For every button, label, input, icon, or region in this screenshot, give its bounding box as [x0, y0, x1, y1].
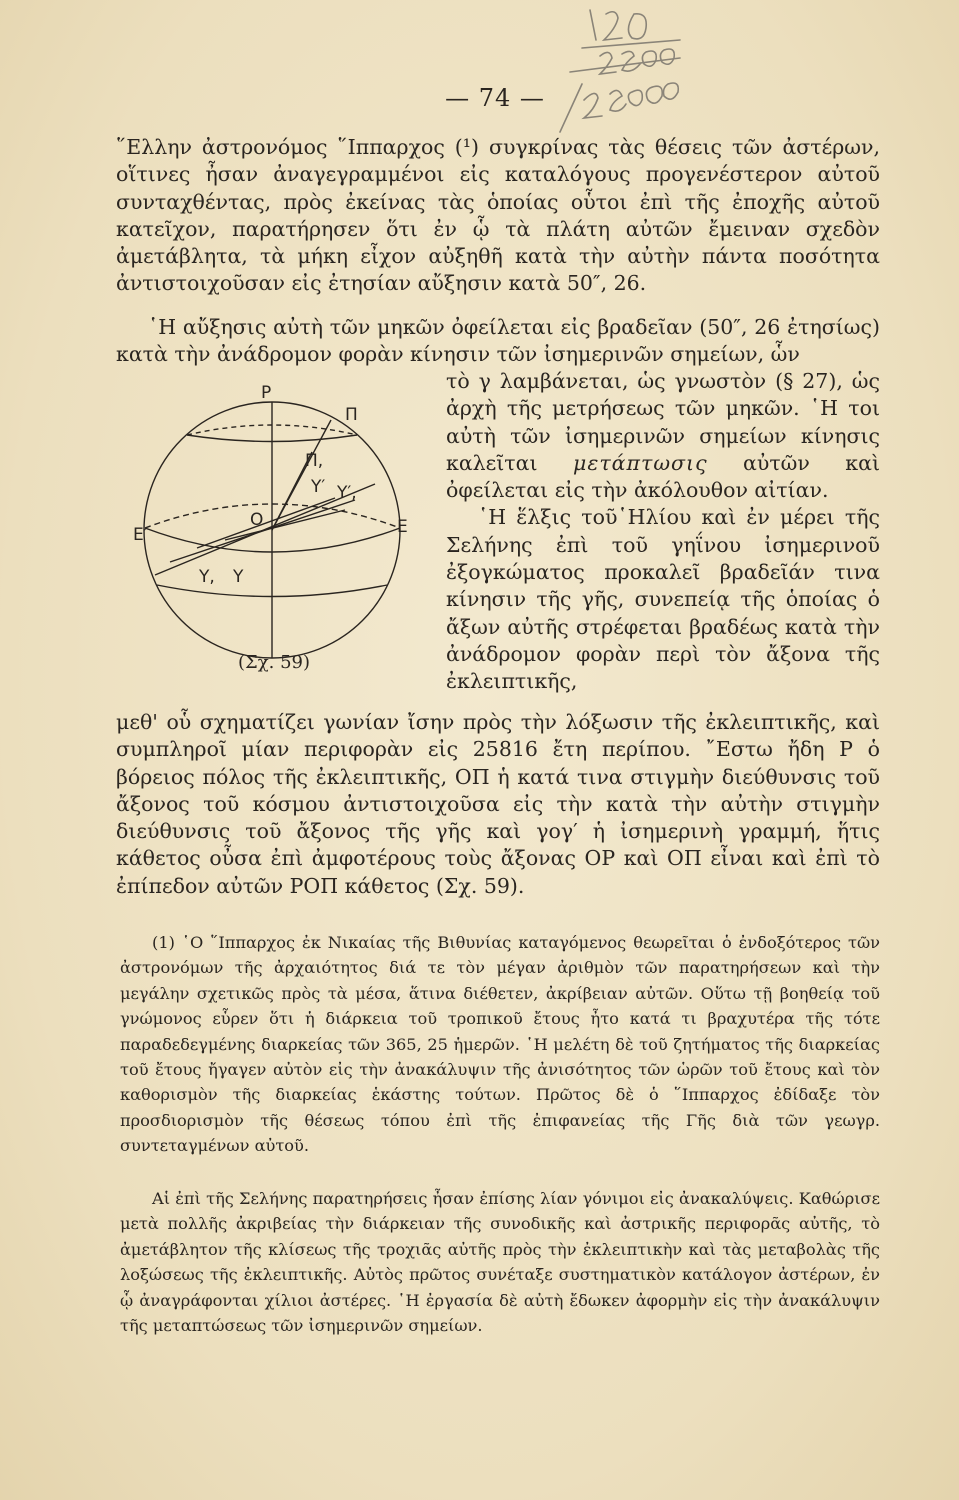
paragraph-2 [116, 314, 880, 369]
paragraph-4-text: μεθ' οὗ σχηματίζει γωνίαν ἴσην πρὸς τὴν λόξωσιν τῆς ἐκλειπτικῆς, καὶ συμπληροῖ μίαν περιφορὰν εἰς 25816 ἔτη περίπου. ῎Εστω ἤδη Ρ ὁ βόρειος πόλος τῆς ἐκλειπτικῆς, ΟΠ ἡ κατά τινα στιγμὴν διεύθυνσις τοῦ ἄξονος τοῦ κόσμου ἀντιστοιχοῦσα εἰς τὴν κατὰ τὴν αὐτὴν στιγμὴν διεύθυνσις τοῦ ἄξονος τῆς γῆς καὶ γογ′ ἡ ἰσημερινὴ γραμμή, ἥτις κάθετος οὖσα ἐπὶ ἀμφοτέρους τοὺς ἄξονας ΟΡ καὶ ΟΠ εἶναι καὶ ἐπὶ τὸ ἐπίπεδον αὐτῶν ΡΟΠ κάθετος (Σχ. 59). [116, 710, 880, 898]
page-number: — 74 — [445, 84, 545, 112]
label-gamma-prime1: Υ′, [337, 483, 357, 503]
figure-caption: (Σχ. 59) [238, 652, 311, 673]
term-metaptosis: μετάπτωσις [573, 450, 708, 475]
footnote-2-text: Αἱ ἐπὶ τῆς Σελήνης παρατηρήσεις ἦσαν ἐπίσης λίαν γόνιμοι εἰς ἀνακαλύψεις. Καθώρισε μετὰ πολλῆς ἀκριβείας τὴν διάρκειαν τῆς συνοδικῆς καὶ ἀστρικῆς περιφορᾶς αὐτῆς, τὸ ἀμετάβλητον τῆς κλίσεως τῆς τροχιᾶς αὐτῆς πρὸς τὴν ἐκλειπτικὴν καὶ τὰς μεταβολὰς τῆς λοξώσεως τῆς ἐκλειπτικῆς. Αὐτὸς πρῶτος συνέταξε συστηματικὸν κατάλογον ἀστέρων, ἐν ᾧ ἀναγράφονται χίλιοι ἀστέρες. ῾Η ἐργασία δὲ αὐτὴ ἔδωκεν ἀφορμὴν εἰς τὴν ἀνακάλυψιν τῆς μεταπτώσεως τῶν ἰσημερινῶν σημείων. [120, 1189, 880, 1336]
paragraph-4 [116, 709, 880, 900]
paragraph-1 [116, 134, 880, 298]
label-gamma-prime: Υ′ [311, 477, 326, 497]
label-gamma1: Υ, [199, 567, 215, 587]
figure-59-diagram [135, 380, 435, 690]
label-Pi: Π [345, 405, 358, 425]
label-P: Ρ [261, 383, 272, 403]
label-E: Ε [397, 517, 408, 537]
paragraph-2-wrap-text [446, 368, 880, 504]
label-gamma: Υ [233, 567, 244, 587]
footnote-2 [120, 1186, 880, 1338]
equinox-line-c [197, 498, 335, 548]
footnote-1 [120, 930, 880, 1159]
paragraph-2-text: ῾Η αὔξησις αὐτὴ τῶν μηκῶν ὀφείλεται εἰς βραδεῖαν (50″, 26 ἐτησίως) κατὰ τὴν ἀνάδρομον φορὰν κίνησιν τῶν ἰσημερινῶν σημείων, ὧν [116, 315, 880, 367]
label-E-prime: Ε′ [133, 525, 148, 545]
label-Pi1: Π, [305, 451, 324, 471]
paragraph-2-wrap [446, 368, 880, 696]
equinox-line-d [225, 510, 345, 540]
paragraph-2-wrap-b: αὐτῶν καὶ ὀφείλεται εἰς τὴν ἀκόλουθον αἰτίαν. [446, 450, 880, 503]
handwritten-pencil-marks [560, 0, 760, 150]
paragraph-3-text: ῾Η ἕλξις τοῦ῾Ηλίου καὶ ἐν μέρει τῆς Σελήνης ἐπὶ τοῦ γηΐνου ἰσημερινοῦ ἐξογκώματος προκαλεῖ βραδεῖάν τινα κίνησιν τῆς γῆς, συνεπείᾳ τῆς ὁποίας ὁ ἄξων αὐτῆς στρέφεται βραδέως κατὰ τὴν ἀνάδρομον φορὰν περὶ τὸν ἄξονα τῆς ἐκλειπτικῆς, [446, 505, 880, 694]
paragraph-1-text: ῞Ελλην ἀστρονόμος ῞Ιππαρχος (¹) συγκρίνας τὰς θέσεις τῶν ἀστέρων, οἵτινες ἦσαν ἀναγεγραμμένοι εἰς καταλόγους προγενέστερον αὐτοῦ συνταχθέντας, πρὸς ἐκείνας τὰς ὁποίας οὗτοι ἐπὶ τῆς ἐποχῆς αὐτοῦ κατεῖχον, παρατήρησεν ὅτι ἐν ᾧ τὰ πλάτη αὐτῶν ἔμειναν σχεδὸν ἀμετάβλητα, τὰ μήκη εἶχον αὐξηθῆ κατὰ τὴν αὐτὴν πάντα ποσότητα ἀντιστοιχοῦσαν εἰς ἐτησίαν αὔξησιν κατὰ 50″, 26. [116, 135, 880, 296]
label-O: Ο [250, 510, 264, 530]
paragraph-2-wrap-a: τὸ γ λαμβάνεται, ὡς γνωστὸν (§ 27), ὡς ἀρχὴ τῆς μετρήσεως τῶν μηκῶν. ῾Η τοι αὐτὴ τῶν ἰσημερινῶν σημείων κίνησις καλεῖται [446, 369, 880, 475]
footnote-1-text: (1) ῾Ο ῞Ιππαρχος ἐκ Νικαίας τῆς Βιθυνίας καταγόμενος θεωρεῖται ὁ ἐνδοξότερος τῶν ἀστρονόμων τῆς ἀρχαιότητος διά τε τὸν μέγαν ἀριθμὸν τῶν παρατηρήσεων καὶ τὴν μεγάλην σχετικῶς πρὸς τὰ μέσα, ἅτινα διέθετεν, ἀκρίβειαν αὐτῶν. Οὕτω τῇ βοηθείᾳ τοῦ γνώμονος εὗρεν ὅτι ἡ διάρκεια τοῦ τροπικοῦ ἔτους ἦτο κατά τι βραχυτέρα τῆς τότε παραδεδεγμένης διαρκείας τῶν 365, 25 ἡμερῶν. ῾Η μελέτη δὲ τοῦ ζητήματος τῆς διαρκείας τοῦ ἔτους ἤγαγεν αὐτὸν εἰς τὴν ἀνακάλυψιν τῆς ἀνισότητος τῶν ὡρῶν τοῦ ἔτους καὶ τὸν καθορισμὸν τῆς διαρκείας ἑκάστης τούτων. Πρῶτος δὲ ὁ ῞Ιππαρχος ἐδίδαξε τὸν προσδιορισμὸν τῆς θέσεως τόπου ἐπὶ τῆς ἐπιφανείας τῆς Γῆς διὰ τῶν γεωγρ. συντεταγμένων αὐτοῦ. [120, 933, 880, 1156]
